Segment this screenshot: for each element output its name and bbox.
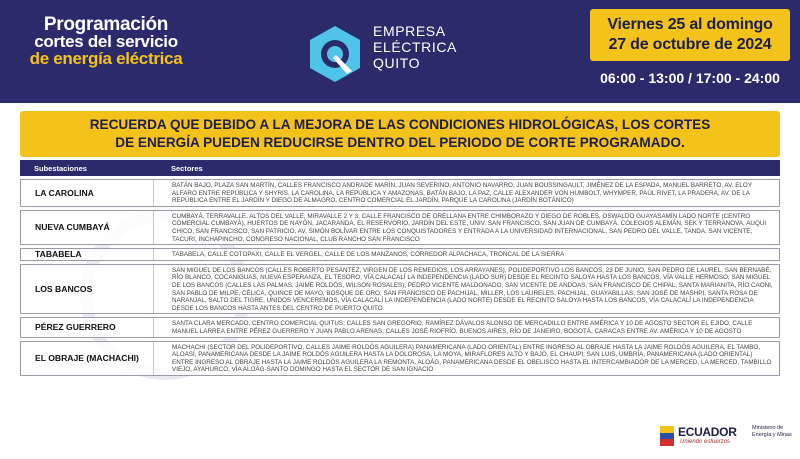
sector-list: BATÁN BAJO, PLAZA SAN MARTÍN, CALLES FRANCISCO ANDRADE MARÍN, JUAN SEVERINO, ANTONIO NAVARRO, JUAN BOUSSINGAULT, JIMÉNEZ DE LA ESPADA, MANUEL BARRETO, AV. ELOY ALFARO ENTRE REPÚBLICA Y SHYRIS, LA CAROLINA, LA REPÚBLICA Y AMAZONAS, BATÁN BAJO, LA PAZ, CALLE ALEXANDER VON HUMBOLT, WHYMPER, PAÚL RIVET, LA PRADERA, AV. DE LA REPÚBLICA ENTRE EL JARDÍN Y DIEGO DE ALMAGRO, CENTRO COMERCIAL EL JARDÍN, PARQUE LA CAROLINA (JARDÍN BOTÁNICO) — [172, 182, 752, 205]
date-line-1: Viernes 25 al domingo — [607, 16, 773, 33]
date-range-box — [590, 9, 790, 61]
company-name — [373, 23, 457, 71]
country-name: ECUADOR — [678, 425, 737, 439]
column-header-sectors: Sectores — [171, 164, 203, 173]
substation-name: NUEVA CUMBAYÁ — [21, 211, 154, 244]
notice-line-2: DE ENERGÍA PUEDEN REDUCIRSE DENTRO DEL PERIODO DE CORTE PROGRAMADO. — [115, 135, 685, 150]
notice-banner — [20, 111, 780, 157]
title-line-1: Programación — [43, 14, 169, 35]
sector-list: SAN MIGUEL DE LOS BANCOS (CALLES ROBERTO PESÁNTEZ, VIRGEN DE LOS REMEDIOS, LOS ARRAYANES), POLIDEPORTIVO LOS BANCOS, 23 DE JUNIO, SAN PEDRO DE LAUREL, SAN BERNABÉ, RÍO BLANCO, COCANIGUAS, NUEVA ESPERANZA, EL TESORO, VÍA CALACALÍ LA INDEPENDENCIA (LADO SUR) DESDE EL RECINTO SALOYA HASTA LOS BANCOS, VÍA VALLE HERMOSO, SAN MIGUEL DE LOS BANCOS (CALLES LAS PALMAS, JAIME ROLDÓS, WILSON ROSALES), PEDRO VICENTE MALDONADO, SAN VICENTE DE ANDOAS, SAN FRANCISCO DE CHIPAL, SANTA MARIANITA, RÍO CAONI, SAN PABLO DE MILPE, CÉLICA, QUINCE DE MAYO, BOSQUE DE ORO, SAN FRANCISCO DE PACHIJAL, MILLER, LOS LAURELES, PACHIJAL, GUAYABILLAS, SAN JOSÉ DE MASHPI, SANTA ROSA DE NARANJAL, SALTO DEL TIGRE, UNIDOS VENCEREMOS, VÍA CALACALÍ LA INDEPENDENCIA (LADO NORTE) DESDE EL RECINTO SALOYA HASTA LOS BANCOS, VÍA CALACALÍ LA INDEPENDENCIA DESDE LOS BANCOS HASTA ANTES DEL CENTRO DE PUERTO QUITO — [172, 266, 773, 312]
table-row — [20, 317, 780, 337]
substation-name: TABABELA — [21, 249, 154, 260]
sector-list: CUMBAYÁ, TERRAVALLE, ALTOS DEL VALLE, MIRAVALLE 2 Y 3, CALLE FRANCISCO DE ORELLANA ENTRE CHIMBORAZO Y DIEGO DE ROBLES, OSWALDO GUAYASAMÍN LADO NORTE (CENTRO COMERCIAL CUMBAYÁ), HUERTOS DE NAYÓN, JACARANDA, EL RESERVORIO, JARDÍN DEL ESTE, UNIV. SAN FRANCISCO, SAN JUAN DE CUMBAYÁ, COLEGIOS ALEMÁN, SEK Y TERRANOVA, AUQUI CHICO, SAN FRANCISCO, SAN PATRICIO, AV. SIMÓN BOLÍVAR ENTRE LOS CONQUISTADORES Y ENTRADA A LA UNIVERSIDAD INTERNACIONAL, SAN PEDRO DEL VALLE, TANDA, SAN VICENTE, TACURI, INCHAPINCHO, CONGRESO NACIONAL, CLUB RANCHO SAN FRANCISCO — [172, 212, 767, 243]
notice-line-1: RECUERDA QUE DEBIDO A LA MEJORA DE LAS CONDICIONES HIDROLÓGICAS, LOS CORTES — [89, 117, 711, 132]
page-title — [16, 16, 196, 67]
header — [0, 0, 800, 103]
hours-label: 06:00 - 13:00 / 17:00 - 24:00 — [600, 70, 780, 86]
table-row — [20, 264, 780, 315]
table-header — [20, 160, 780, 176]
table-row — [20, 341, 780, 376]
sector-list: MACHACHI (SECTOR DEL POLIDEPORTIVO, CALLES JAIME ROLDÓS AGUILERA) PANAMERICANA (LADO ORIENTAL) ENTRE INGRESO AL OBRAJE HASTA LA JAIME ROLDÓS AGUILERA, EL TAMBO, ALOASÍ, PANAMERICANA DESDE LA JAIME ROLDÓS AGUILERA HASTA LA DOLOROSA, LA MOYA, MIRAFLORES ALTO Y BAJO, EL CHAUPI; SAN LUIS, UMBRÍA, PANAMERICANA (LADO ORIENTAL) ENTRE INGRESO AL OBRAJE HASTA LA JAIME ROLDÓS AGUILERA LA REMONTA, ALOÁG, PANAMERICANA DESDE EL OBELISCO HASTA EL INTERCAMBIADOR DE LA MERCED, LA MERCED, TAMBILLO VIEJO, AYAHURCO, VÍA ALOÁG-SANTO DOMINGO HASTA EL SECTOR DE SAN IGNACIO — [172, 343, 772, 374]
title-line-2: cortes del servicio — [34, 32, 178, 51]
government-logo — [660, 422, 790, 454]
ministry-name: Ministerio de Energía y Minas — [752, 425, 792, 438]
company-name-line-3: QUITO — [373, 55, 421, 71]
company-name-line-1: EMPRESA — [373, 23, 446, 39]
sector-list: SANTA CLARA MERCADO, CENTRO COMERCIAL QUITUS; CALLES SAN GREGORIO, RAMÍREZ DÁVALOS ALONSO DE MERCADILLO ENTRE AMÉRICA Y 10 DE AGOSTO SECTOR EL EJIDO, CALLE MANUEL LARREA ENTRE PÉREZ GUERRERO Y JUAN PABLO ARENAS; CALLES JOSÉ RIOFRÍO, BUENOS AIRES, RÍO DE JANEIRO, BOGOTÁ, CARACAS ENTRE AV. AMÉRICA Y 10 DE AGOSTO — [172, 320, 753, 335]
eeq-logo-icon — [305, 24, 365, 84]
government-tagline: Uniendo esfuerzos — [680, 439, 731, 445]
table-row — [20, 210, 780, 245]
schedule-table — [20, 160, 780, 376]
company-name-line-2: ELÉCTRICA — [373, 39, 457, 55]
substation-name: EL OBRAJE (MACHACHI) — [21, 342, 154, 375]
substation-name: PÉREZ GUERRERO — [21, 318, 154, 336]
table-row — [20, 179, 780, 207]
substation-name: LA CAROLINA — [21, 180, 154, 206]
title-line-3: de energía eléctrica — [29, 49, 183, 68]
ecuador-flag-icon — [660, 426, 674, 446]
column-header-substations: Subestaciones — [34, 164, 87, 173]
substation-name: LOS BANCOS — [21, 265, 154, 314]
table-row — [20, 248, 780, 261]
date-line-2: 27 de octubre de 2024 — [608, 36, 772, 53]
sector-list: TABABELA, CALLE COTOPAXI, CALLE EL VERGEL, CALLE DE LOS MANZANOS, CORREDOR ALPACHACA, TRONCAL DE LA SIERRA — [172, 251, 565, 259]
